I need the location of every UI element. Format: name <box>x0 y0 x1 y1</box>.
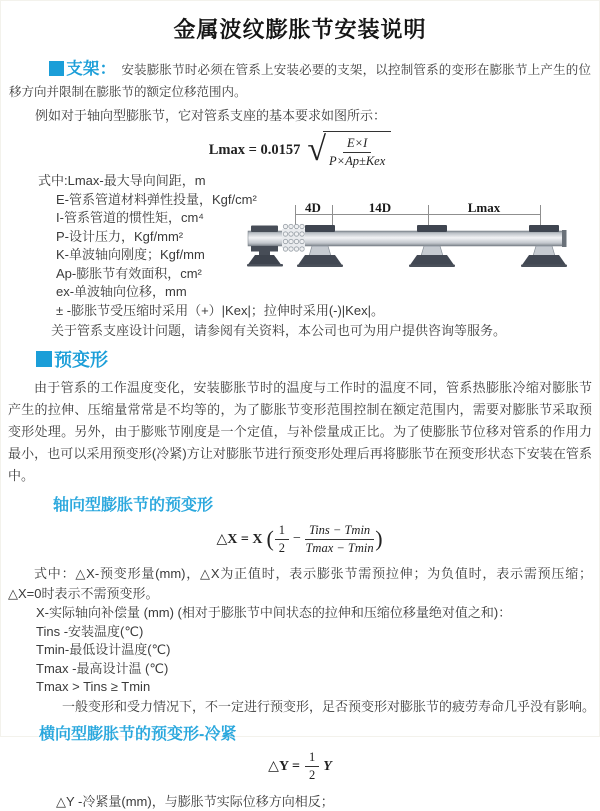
minus-sign: − <box>293 531 301 546</box>
section-marker-icon <box>49 61 64 76</box>
half-fraction: $\frac{1}{2}$ <box>305 750 319 783</box>
lmax-formula <box>1 131 599 169</box>
predeform-section-heading: 预变形 <box>36 346 599 372</box>
lateral-subheading: 横向型膨胀节的预变形-冷紧 <box>39 725 237 743</box>
half-fraction: $\frac{1}{2}$ <box>275 523 289 556</box>
pipe-end-cap <box>562 230 567 247</box>
definition-item: I-管系管道的惯性矩，cm⁴ <box>56 210 204 225</box>
support-intro-text: 安装膨胀节时必须在管系上安装必要的支架，以控制管系的变形在膨胀节上产生的位移方向并限制在膨胀节的额定位移范围内。 <box>9 63 592 99</box>
temperature-fraction: $\frac{\text{Tins − Tmin}}{Tmax - Tmin}$ <box>305 522 374 555</box>
dimension-label: 14D <box>368 200 392 215</box>
axial-subheading: 轴向型膨胀节的预变形 <box>53 497 214 514</box>
lmax-formula-lhs: Lmax = 0.0157 <box>208 141 301 158</box>
sqrt-sign-icon: √ <box>307 131 327 168</box>
axial-definition-item: X-实际轴向补偿量 (mm) (相对于膨胀节中间状态的拉伸和压缩位移量绝对值之和)： <box>36 605 512 620</box>
predeform-body-text: 由于管系的工作温度变化，安装膨胀节时的温度与工作时的温度不同，管系热膨胀冷缩对膨胀节产生的拉伸、压缩量常常是不均等的，为了膨胀节变形范围控制在额定范围内，需要对膨胀节采取预变形处理。另外，由于膨账节刚度是一个定值，与补偿量成正比。为了使膨胀节位移对管系的作用力最小，也可以采用预变形(冷紧)方让对膨胀节进行预变形处理后再将膨胀节在预变形状态下安装在管系中。 <box>8 380 592 483</box>
lmax-fraction <box>329 136 385 169</box>
axial-definition-item: Tins -安装温度(℃) <box>36 623 144 639</box>
pipe-support-diagram <box>246 200 594 276</box>
support-section-heading: 支架： <box>66 60 117 78</box>
axial-formula-note: 式中：△X-预变形量(mm)，△X为正值时，表示膨张节需预拉伸；为负值时，表示需预压缩；△X=0时表示不需预变形。 <box>8 566 592 601</box>
axial-definition-item: Tmin-最低设计温度(℃) <box>36 642 171 658</box>
formula-rhs: Y <box>323 758 332 774</box>
axial-definition-item: Tmax -最高设计温 (℃) <box>36 660 169 676</box>
section-marker-icon <box>36 351 52 367</box>
axial-remark: 一般变形和受力情况下，不一定进行预变形，足否预变形对膨胀节的疲劳寿命几乎没有影响。 <box>62 698 596 714</box>
consult-note: 关于管系支座设计问题，请参阅有关资料，本公司也可为用户提供咨询等服务。 <box>51 323 507 338</box>
fraction-denominator: P×Ap±Kex <box>329 154 386 168</box>
support-section-intro <box>9 58 591 103</box>
anchor-support <box>247 226 283 267</box>
sqrt-radical <box>307 131 391 169</box>
dimension-label: 4D <box>305 200 321 215</box>
dimension-label: Lmax <box>467 200 501 215</box>
support-example-text: 例如对于轴向型膨胀节，它对管系支座的基本要求如图所示： <box>35 108 387 123</box>
plusminus-note: ± -膨胀节受压缩时采用（+）|Kex|；拉伸时采用(-)|Kex|。 <box>56 303 384 318</box>
formula-lhs: △X = X <box>216 531 263 547</box>
lateral-formula-note: △Y -冷紧量(mm)，与膨胀节实际位移方向相反； <box>56 793 334 809</box>
axial-definition-item: Tmax > Tins ≥ Tmin <box>36 679 151 695</box>
lateral-predeform-formula <box>1 752 599 782</box>
definition-item: 式中:Lmax-最大导向间距，m <box>38 173 206 188</box>
definition-item: K-单波轴向刚度；Kgf/mm <box>56 247 205 262</box>
page-title: 金属波纹膨胀节安装说明 <box>173 17 427 42</box>
right-paren: ) <box>375 526 383 551</box>
fraction-numerator: E×I <box>343 136 371 153</box>
formula-lhs: △Y = <box>268 759 301 775</box>
definition-item: Ap-膨胀节有效面积，cm² <box>56 265 202 281</box>
definition-item: ex-单波轴向位移，mm <box>56 284 187 299</box>
bellows <box>282 224 305 251</box>
definition-item: P-设计压力，Kgf/mm² <box>56 228 184 244</box>
definition-item: E-管系管道材料弹性投量，Kgf/cm² <box>56 191 257 207</box>
left-paren: ( <box>266 526 274 551</box>
definitions-and-diagram <box>1 172 599 302</box>
axial-predeform-formula <box>1 521 599 557</box>
